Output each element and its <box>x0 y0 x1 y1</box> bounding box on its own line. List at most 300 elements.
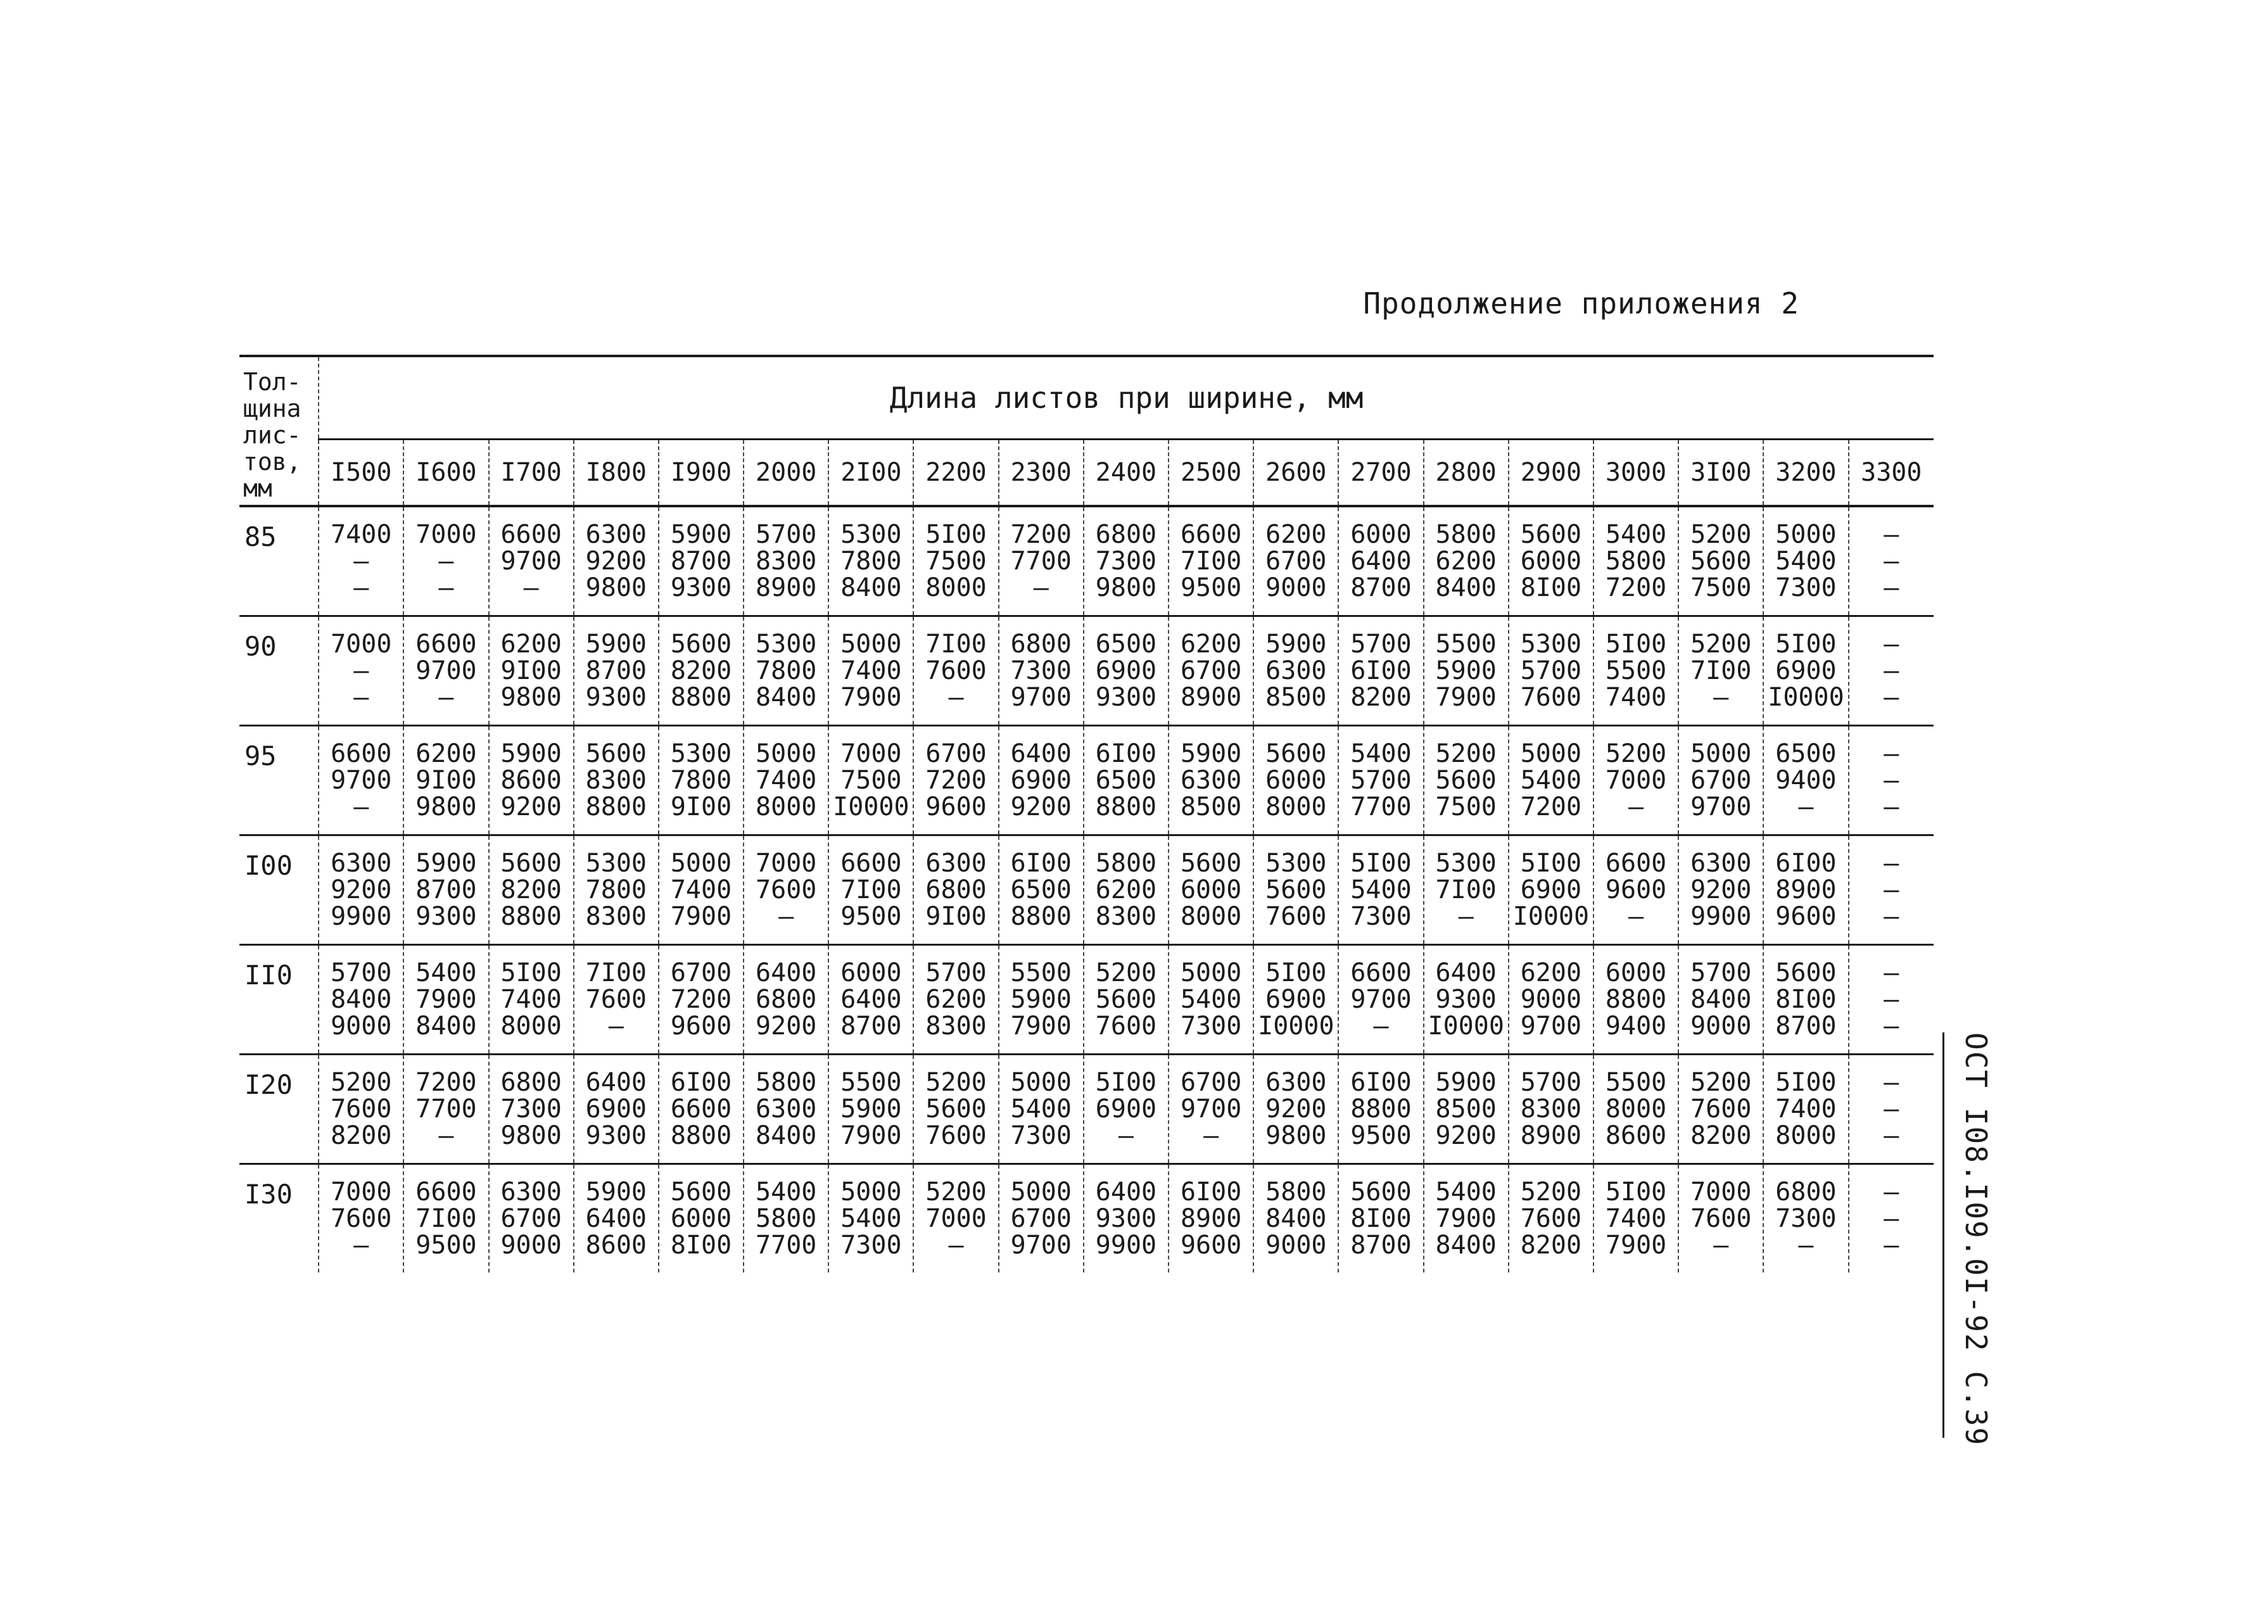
length-cell <box>1169 835 1253 945</box>
thickness-cell: I20 <box>239 1055 319 1164</box>
length-value: 6600 <box>1605 849 1667 878</box>
length-cell <box>1849 835 1934 945</box>
length-value: 8800 <box>670 683 732 712</box>
length-value: 5600 <box>670 630 732 659</box>
length-value: 7600 <box>585 985 647 1014</box>
length-value: 8000 <box>1180 902 1242 931</box>
length-value: 6000 <box>1350 520 1412 549</box>
length-value: I0000 <box>1768 683 1844 712</box>
length-cell <box>913 1164 998 1273</box>
length-value: 7I00 <box>1180 547 1242 576</box>
length-value: 8700 <box>840 1012 902 1041</box>
length-value: 5900 <box>840 1094 902 1124</box>
length-value: — <box>948 683 964 712</box>
length-value: — <box>1713 1231 1729 1260</box>
length-value: 5600 <box>500 849 562 878</box>
length-value: — <box>1884 656 1899 685</box>
length-value: 5000 <box>1690 739 1752 768</box>
length-value: 9800 <box>500 683 562 712</box>
length-value: 7I00 <box>585 958 647 987</box>
length-value: 8300 <box>1520 1094 1582 1124</box>
length-value: 5I00 <box>500 958 562 987</box>
length-value: 9600 <box>670 1012 732 1041</box>
length-value: 8700 <box>1775 1012 1837 1041</box>
length-value: — <box>1628 902 1644 931</box>
length-value: 8I00 <box>1520 573 1582 602</box>
length-cell <box>1509 835 1593 945</box>
length-value: — <box>1203 1121 1219 1150</box>
length-value: — <box>1118 1121 1134 1150</box>
length-value: 7600 <box>331 1204 392 1233</box>
width-header-cell: I600 <box>403 440 488 507</box>
length-value: 6800 <box>1095 520 1157 549</box>
length-value: 6200 <box>1520 958 1582 987</box>
length-cell <box>659 945 744 1055</box>
length-value: 8300 <box>585 902 647 931</box>
length-cell <box>659 726 744 835</box>
length-value: 7700 <box>1350 792 1412 822</box>
length-cell <box>1849 726 1934 835</box>
length-value: 9700 <box>1520 1012 1582 1041</box>
length-value: 9300 <box>670 573 732 602</box>
length-cell <box>574 726 659 835</box>
length-cell <box>1169 1164 1253 1273</box>
length-value: 8900 <box>756 573 817 602</box>
length-value: 9800 <box>1265 1121 1327 1150</box>
length-cell <box>1678 945 1763 1055</box>
length-value: 7I00 <box>1690 656 1752 685</box>
length-value: 9600 <box>1605 875 1667 904</box>
length-value: 6800 <box>1775 1177 1837 1207</box>
length-value: — <box>1884 739 1899 768</box>
length-value: 8400 <box>756 1121 817 1150</box>
length-cell <box>1593 506 1678 616</box>
table-row <box>239 945 1934 1055</box>
length-value: 7900 <box>670 902 732 931</box>
length-value: 7900 <box>1435 683 1497 712</box>
length-value: — <box>353 1231 369 1260</box>
length-value: 9200 <box>1010 792 1072 822</box>
length-cell <box>744 835 828 945</box>
length-cell <box>574 506 659 616</box>
length-value: 6300 <box>756 1094 817 1124</box>
length-value: 9300 <box>1095 1204 1157 1233</box>
length-value: 8700 <box>1350 573 1412 602</box>
length-value: — <box>1884 1204 1899 1233</box>
length-cell <box>659 506 744 616</box>
length-cell <box>1424 835 1509 945</box>
length-value: 5400 <box>756 1177 817 1207</box>
table-row <box>239 1055 1934 1164</box>
length-cell <box>1763 506 1848 616</box>
length-value: 7500 <box>925 547 987 576</box>
length-cell <box>1169 945 1253 1055</box>
length-value: 7600 <box>925 656 987 685</box>
length-cell <box>574 945 659 1055</box>
length-value: 7200 <box>1520 792 1582 822</box>
length-value: 7300 <box>840 1231 902 1260</box>
length-value: 9200 <box>1690 875 1752 904</box>
length-value: 6600 <box>840 849 902 878</box>
length-cell <box>1084 726 1169 835</box>
length-cell <box>1338 1055 1423 1164</box>
length-value: 6400 <box>1095 1177 1157 1207</box>
length-value: 7200 <box>1605 573 1667 602</box>
length-value: 8900 <box>1520 1121 1582 1150</box>
length-value: 9300 <box>415 902 477 931</box>
length-value: 5300 <box>756 630 817 659</box>
length-value: 6400 <box>1435 958 1497 987</box>
length-cell <box>489 1055 574 1164</box>
length-value: 8200 <box>1690 1121 1752 1150</box>
length-cell <box>574 1055 659 1164</box>
length-value: 9600 <box>925 792 987 822</box>
length-value: 6500 <box>1095 766 1157 795</box>
length-value: — <box>1884 547 1899 576</box>
length-cell <box>1509 945 1593 1055</box>
length-cell <box>913 945 998 1055</box>
length-value: 5300 <box>585 849 647 878</box>
length-value: 5900 <box>415 849 477 878</box>
length-value: 6900 <box>585 1094 647 1124</box>
length-value: — <box>1884 573 1899 602</box>
length-cell <box>828 506 913 616</box>
length-value: 6600 <box>500 520 562 549</box>
length-value: 8600 <box>585 1231 647 1260</box>
length-value: 5900 <box>1265 630 1327 659</box>
length-value: 5000 <box>670 849 732 878</box>
length-cell <box>1253 726 1338 835</box>
width-header-cell: 2000 <box>744 440 828 507</box>
length-value: 7300 <box>1775 573 1837 602</box>
length-cell <box>1849 506 1934 616</box>
width-header-cell: I700 <box>489 440 574 507</box>
length-cell <box>999 726 1084 835</box>
length-value: 7600 <box>1690 1094 1752 1124</box>
length-value: 7800 <box>756 656 817 685</box>
width-header-cell: 2500 <box>1169 440 1253 507</box>
length-value: 6300 <box>1265 1068 1327 1097</box>
length-value: 8200 <box>1350 683 1412 712</box>
length-value: 5200 <box>331 1068 392 1097</box>
table-row <box>239 616 1934 726</box>
length-value: 5700 <box>1350 766 1412 795</box>
length-value: — <box>1884 902 1899 931</box>
length-value: 9200 <box>1265 1094 1327 1124</box>
length-value: 9300 <box>585 683 647 712</box>
length-value: 5000 <box>840 630 902 659</box>
length-cell <box>1678 506 1763 616</box>
length-value: 8700 <box>1350 1231 1412 1260</box>
length-value: 9600 <box>1180 1231 1242 1260</box>
length-value: 7400 <box>670 875 732 904</box>
length-value: 5400 <box>1350 875 1412 904</box>
length-value: 5500 <box>1605 656 1667 685</box>
length-value: 8400 <box>756 683 817 712</box>
length-value: 5600 <box>925 1094 987 1124</box>
length-cell <box>828 616 913 726</box>
length-value: — <box>948 1231 964 1260</box>
length-value: 7900 <box>415 985 477 1014</box>
length-value: 6400 <box>756 958 817 987</box>
length-value: 9900 <box>1690 902 1752 931</box>
length-value: 6200 <box>1180 630 1242 659</box>
length-value: 9I00 <box>500 656 562 685</box>
length-value: 8800 <box>1010 902 1072 931</box>
width-header-cell: 2600 <box>1253 440 1338 507</box>
length-value: 5700 <box>1520 656 1582 685</box>
length-value: — <box>1884 683 1899 712</box>
length-value: 5600 <box>1180 849 1242 878</box>
length-value: 6200 <box>925 985 987 1014</box>
length-value: 6I00 <box>1350 1068 1412 1097</box>
length-value: 5000 <box>840 1177 902 1207</box>
length-value: 8200 <box>331 1121 392 1150</box>
length-cell <box>1849 1055 1934 1164</box>
length-cell <box>828 1055 913 1164</box>
length-cell <box>1424 1055 1509 1164</box>
length-value: 7600 <box>925 1121 987 1150</box>
length-value: I0000 <box>1428 1012 1504 1041</box>
length-cell <box>1338 1164 1423 1273</box>
length-value: 6000 <box>840 958 902 987</box>
length-value: 7300 <box>1095 547 1157 576</box>
length-cell <box>1593 616 1678 726</box>
length-value: 6I00 <box>1350 656 1412 685</box>
length-value: — <box>438 683 454 712</box>
length-value: 6900 <box>1010 766 1072 795</box>
length-cell <box>1509 726 1593 835</box>
sheet-length-table <box>239 355 1934 1272</box>
table-row <box>239 1164 1934 1273</box>
length-cell <box>999 835 1084 945</box>
length-value: 7300 <box>1775 1204 1837 1233</box>
length-cell <box>1678 616 1763 726</box>
length-value: 9800 <box>1095 573 1157 602</box>
length-value: 5900 <box>1435 656 1497 685</box>
length-value: — <box>438 573 454 602</box>
length-value: 9000 <box>1520 985 1582 1014</box>
length-value: 5300 <box>840 520 902 549</box>
length-cell <box>744 945 828 1055</box>
length-value: 5000 <box>1010 1068 1072 1097</box>
length-value: 7600 <box>1520 683 1582 712</box>
length-value: — <box>1884 985 1899 1014</box>
thickness-cell: 95 <box>239 726 319 835</box>
length-value: 5600 <box>1265 739 1327 768</box>
width-header-cell: 3300 <box>1849 440 1934 507</box>
width-header-cell: 2800 <box>1424 440 1509 507</box>
length-value: 7900 <box>1010 1012 1072 1041</box>
length-cell <box>1593 1164 1678 1273</box>
length-cell <box>1253 506 1338 616</box>
length-value: 6800 <box>925 875 987 904</box>
length-value: 6600 <box>1350 958 1412 987</box>
length-value: I0000 <box>1258 1012 1334 1041</box>
length-value: — <box>1884 1094 1899 1124</box>
width-header-cell: 2400 <box>1084 440 1169 507</box>
length-value: 9700 <box>415 656 477 685</box>
length-value: 7600 <box>1095 1012 1157 1041</box>
length-value: — <box>1884 792 1899 822</box>
length-cell <box>1593 835 1678 945</box>
length-value: 6900 <box>1095 1094 1157 1124</box>
length-value: 5I00 <box>1605 1177 1667 1207</box>
length-value: 5200 <box>925 1177 987 1207</box>
length-cell <box>403 1055 488 1164</box>
length-value: 8000 <box>1605 1094 1667 1124</box>
length-value: 5I00 <box>1775 1068 1837 1097</box>
length-value: 7000 <box>840 739 902 768</box>
width-header-cell: 2I00 <box>828 440 913 507</box>
length-cell <box>319 1055 403 1164</box>
length-cell <box>999 1164 1084 1273</box>
length-cell <box>1849 1164 1934 1273</box>
length-value: 7400 <box>1775 1094 1837 1124</box>
length-value: 5000 <box>1180 958 1242 987</box>
length-value: 5500 <box>1605 1068 1667 1097</box>
length-value: 5000 <box>1520 739 1582 768</box>
width-header-cell: 3I00 <box>1678 440 1763 507</box>
length-value: 6200 <box>500 630 562 659</box>
length-value: 5800 <box>756 1068 817 1097</box>
length-cell <box>319 616 403 726</box>
length-value: 5I00 <box>1350 849 1412 878</box>
width-header-cell: 3000 <box>1593 440 1678 507</box>
length-value: 5800 <box>756 1204 817 1233</box>
length-value: 8800 <box>1350 1094 1412 1124</box>
length-value: 8600 <box>500 766 562 795</box>
length-value: 5900 <box>1180 739 1242 768</box>
length-cell <box>828 1164 913 1273</box>
length-value: 6400 <box>840 985 902 1014</box>
length-cell <box>828 726 913 835</box>
length-value: 6I00 <box>1775 849 1837 878</box>
length-cell <box>1338 726 1423 835</box>
length-value: 5I00 <box>1605 630 1667 659</box>
length-cell <box>1509 1055 1593 1164</box>
length-value: 5600 <box>1520 520 1582 549</box>
length-value: 9700 <box>1350 985 1412 1014</box>
length-value: 9400 <box>1605 1012 1667 1041</box>
length-value: 9500 <box>415 1231 477 1260</box>
length-cell <box>403 506 488 616</box>
length-value: 9800 <box>500 1121 562 1150</box>
length-value: 7400 <box>1605 1204 1667 1233</box>
length-value: 7I00 <box>925 630 987 659</box>
length-value: 5200 <box>1690 1068 1752 1097</box>
length-value: — <box>1033 573 1049 602</box>
length-cell <box>1678 835 1763 945</box>
length-value: 8800 <box>500 902 562 931</box>
length-value: 6300 <box>585 520 647 549</box>
length-value: 5900 <box>500 739 562 768</box>
length-value: — <box>1628 792 1644 822</box>
length-value: 9200 <box>585 547 647 576</box>
thickness-cell: 90 <box>239 616 319 726</box>
length-value: 8500 <box>1180 792 1242 822</box>
length-value: — <box>778 902 794 931</box>
length-value: 7800 <box>585 875 647 904</box>
length-value: 6300 <box>1180 766 1242 795</box>
length-value: 8000 <box>500 1012 562 1041</box>
length-value: 9200 <box>756 1012 817 1041</box>
length-value: 7300 <box>500 1094 562 1124</box>
length-value: 8300 <box>585 766 647 795</box>
length-cell <box>1849 616 1934 726</box>
length-value: 7000 <box>756 849 817 878</box>
length-cell <box>999 945 1084 1055</box>
length-cell <box>999 1055 1084 1164</box>
length-value: — <box>353 547 369 576</box>
length-cell <box>1763 1055 1848 1164</box>
length-value: 8700 <box>670 547 732 576</box>
length-value: 5400 <box>1775 547 1837 576</box>
width-header-cell: 2200 <box>913 440 998 507</box>
length-value: 9000 <box>500 1231 562 1260</box>
length-cell <box>1424 945 1509 1055</box>
length-cell <box>319 945 403 1055</box>
length-value: 7300 <box>1010 656 1072 685</box>
length-value: 7800 <box>840 547 902 576</box>
length-cell <box>574 835 659 945</box>
length-cell <box>1678 1164 1763 1273</box>
length-value: 5500 <box>840 1068 902 1097</box>
length-cell <box>1084 616 1169 726</box>
length-value: 8300 <box>756 547 817 576</box>
length-value: 5200 <box>1690 520 1752 549</box>
length-value: 9700 <box>331 766 392 795</box>
length-value: 6700 <box>500 1204 562 1233</box>
length-value: 5400 <box>840 1204 902 1233</box>
length-value: — <box>1458 902 1474 931</box>
length-value: 8400 <box>1265 1204 1327 1233</box>
length-value: 9I00 <box>415 766 477 795</box>
length-value: 5300 <box>670 739 732 768</box>
length-cell <box>1338 616 1423 726</box>
length-value: 6000 <box>1605 958 1667 987</box>
length-cell <box>1509 1164 1593 1273</box>
length-value: 5I00 <box>1775 630 1837 659</box>
length-value: 9900 <box>1095 1231 1157 1260</box>
length-value: 5200 <box>1435 739 1497 768</box>
length-cell <box>659 616 744 726</box>
length-cell <box>1084 506 1169 616</box>
length-value: 8400 <box>1435 573 1497 602</box>
thickness-cell: I30 <box>244 1179 293 1210</box>
length-value: 6700 <box>925 739 987 768</box>
length-value: 6800 <box>1010 630 1072 659</box>
length-cell <box>1253 945 1338 1055</box>
length-value: 8200 <box>670 656 732 685</box>
length-cell <box>319 835 403 945</box>
length-value: 7300 <box>1180 1012 1242 1041</box>
length-value: 7200 <box>415 1068 477 1097</box>
length-value: 7600 <box>1520 1204 1582 1233</box>
length-value: 8I00 <box>1350 1204 1412 1233</box>
length-value: 6200 <box>1435 547 1497 576</box>
length-value: 5700 <box>1350 630 1412 659</box>
length-value: 6300 <box>331 849 392 878</box>
length-value: 5400 <box>1435 1177 1497 1207</box>
length-value: 9000 <box>1265 573 1327 602</box>
length-value: 8400 <box>1690 985 1752 1014</box>
length-value: 9000 <box>331 1012 392 1041</box>
length-value: — <box>353 656 369 685</box>
length-cell <box>1084 1055 1169 1164</box>
length-value: 6000 <box>1520 547 1582 576</box>
length-value: — <box>1884 1012 1899 1041</box>
